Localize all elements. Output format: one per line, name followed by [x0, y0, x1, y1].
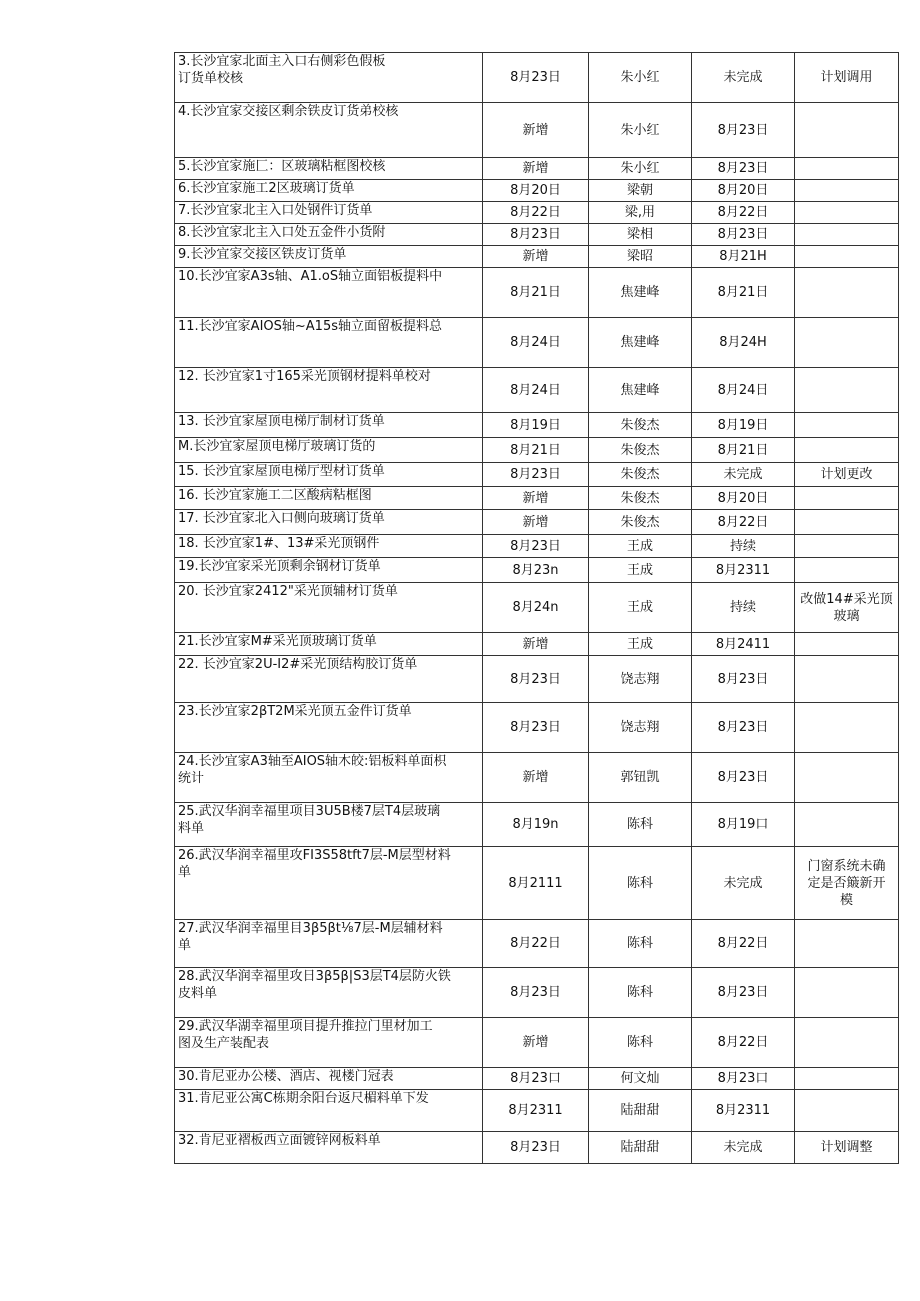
table-row — [175, 558, 899, 583]
completion-cell: 8月19口 — [692, 803, 795, 847]
completion-cell: 8月20日 — [692, 180, 795, 202]
plan-date-cell: 新增 — [483, 1018, 589, 1068]
task-cell: 19.长沙宜家采光顶剩余钢材订货单 — [175, 558, 483, 583]
person-cell: 王成 — [589, 558, 692, 583]
note-cell: 计划调用 — [795, 53, 899, 103]
table-row — [175, 202, 899, 224]
completion-cell: 8月23日 — [692, 103, 795, 158]
completion-cell: 8月22日 — [692, 202, 795, 224]
person-cell: 陆甜甜 — [589, 1132, 692, 1164]
task-cell: 29.武汉华湖幸福里项目提升推拉门里材加工 图及生产装配表 — [175, 1018, 483, 1068]
table-row — [175, 268, 899, 318]
table-row — [175, 1018, 899, 1068]
task-cell: 10.长沙宜家A3s轴、A1.oS轴立面铝板提料中 — [175, 268, 483, 318]
note-cell — [795, 633, 899, 656]
plan-date-cell: 8月23日 — [483, 703, 589, 753]
task-cell: 28.武汉华润幸福里攻日3β5β|S3层T4层防火铁 皮料单 — [175, 968, 483, 1018]
note-cell — [795, 703, 899, 753]
note-cell — [795, 438, 899, 463]
plan-date-cell: 8月21日 — [483, 438, 589, 463]
table-row — [175, 633, 899, 656]
note-cell — [795, 413, 899, 438]
task-cell: 22. 长沙宜家2U-I2#采光顶结构胶订货单 — [175, 656, 483, 703]
task-schedule-table — [174, 52, 899, 1164]
plan-date-cell: 8月23日 — [483, 224, 589, 246]
person-cell: 陈科 — [589, 847, 692, 920]
table-row — [175, 847, 899, 920]
task-cell: 27.武汉华润幸福里目3β5βt⅛7层-M层辅材料 单 — [175, 920, 483, 968]
completion-cell: 8月23日 — [692, 968, 795, 1018]
task-cell: 12. 长沙宜家1寸165采光顶钢材提料单校对 — [175, 368, 483, 413]
table-row — [175, 158, 899, 180]
person-cell: 王成 — [589, 583, 692, 633]
task-cell: 20. 长沙宜家2412"采光顶辅材订货单 — [175, 583, 483, 633]
table-row — [175, 583, 899, 633]
table-row — [175, 656, 899, 703]
plan-date-cell: 8月19日 — [483, 413, 589, 438]
note-cell — [795, 202, 899, 224]
completion-cell: 8月22日 — [692, 920, 795, 968]
plan-date-cell: 新增 — [483, 158, 589, 180]
plan-date-cell: 新增 — [483, 103, 589, 158]
plan-date-cell: 8月23日 — [483, 535, 589, 558]
task-cell: 7.长沙宜家北主入口处钢件订货单 — [175, 202, 483, 224]
note-cell — [795, 180, 899, 202]
completion-cell: 8月23日 — [692, 753, 795, 803]
person-cell: 朱小红 — [589, 103, 692, 158]
completion-cell: 8月23日 — [692, 656, 795, 703]
task-cell: 15. 长沙宜家屋顶电梯厅型材订货单 — [175, 463, 483, 487]
note-cell: 计划调整 — [795, 1132, 899, 1164]
task-cell: 4.长沙宜家交接区剩余铁皮订货弟校核 — [175, 103, 483, 158]
plan-date-cell: 8月24n — [483, 583, 589, 633]
task-cell: 18. 长沙宜家1#、13#采光顶钢件 — [175, 535, 483, 558]
person-cell: 朱俊杰 — [589, 463, 692, 487]
table-row — [175, 968, 899, 1018]
person-cell: 王成 — [589, 535, 692, 558]
plan-date-cell: 8月2111 — [483, 847, 589, 920]
table-row — [175, 1090, 899, 1132]
table-row — [175, 318, 899, 368]
note-cell — [795, 920, 899, 968]
task-cell: 6.长沙宜家施工2区玻璃订货单 — [175, 180, 483, 202]
plan-date-cell: 8月23日 — [483, 656, 589, 703]
task-cell: 13. 长沙宜家屋顶电梯厅制材订货单 — [175, 413, 483, 438]
task-cell: 16. 长沙宜家施工二区酸病粘框图 — [175, 487, 483, 510]
completion-cell: 8月23口 — [692, 1068, 795, 1090]
table-row — [175, 413, 899, 438]
completion-cell: 8月21日 — [692, 438, 795, 463]
plan-date-cell: 8月24日 — [483, 318, 589, 368]
note-cell — [795, 535, 899, 558]
person-cell: 饶志翔 — [589, 656, 692, 703]
completion-cell: 8月22日 — [692, 1018, 795, 1068]
table-row — [175, 368, 899, 413]
table-row — [175, 703, 899, 753]
task-cell: 24.长沙宜家A3轴至AIOS轴木皎:铝板料单面枳 统计 — [175, 753, 483, 803]
completion-cell: 8月23日 — [692, 224, 795, 246]
table-row — [175, 246, 899, 268]
note-cell — [795, 1018, 899, 1068]
plan-date-cell: 8月21日 — [483, 268, 589, 318]
person-cell: 朱俊杰 — [589, 510, 692, 535]
table-row — [175, 224, 899, 246]
completion-cell: 8月24H — [692, 318, 795, 368]
task-cell: M.长沙宜家屋顶电梯厅玻璃订货的 — [175, 438, 483, 463]
table-row — [175, 803, 899, 847]
person-cell: 朱俊杰 — [589, 487, 692, 510]
completion-cell: 未完成 — [692, 463, 795, 487]
note-cell — [795, 510, 899, 535]
task-cell: 26.武汉华润幸福里攻FI3S58tft7层-M层型材料 单 — [175, 847, 483, 920]
person-cell: 饶志翔 — [589, 703, 692, 753]
person-cell: 朱小红 — [589, 158, 692, 180]
person-cell: 陈科 — [589, 968, 692, 1018]
task-cell: 11.长沙宜家AIOS轴~A15s轴立面留板提料总 — [175, 318, 483, 368]
completion-cell: 8月24日 — [692, 368, 795, 413]
plan-date-cell: 新增 — [483, 510, 589, 535]
person-cell: 焦建峰 — [589, 268, 692, 318]
person-cell: 朱小红 — [589, 53, 692, 103]
person-cell: 何文灿 — [589, 1068, 692, 1090]
note-cell — [795, 656, 899, 703]
plan-date-cell: 新增 — [483, 246, 589, 268]
table-body — [175, 53, 899, 1164]
note-cell — [795, 368, 899, 413]
plan-date-cell: 8月23口 — [483, 1068, 589, 1090]
completion-cell: 8月19日 — [692, 413, 795, 438]
plan-date-cell: 8月23日 — [483, 1132, 589, 1164]
completion-cell: 8月2311 — [692, 1090, 795, 1132]
task-cell: 32.肯尼亚褶板西立面镀锌网板料单 — [175, 1132, 483, 1164]
plan-date-cell: 8月23n — [483, 558, 589, 583]
plan-date-cell: 8月19n — [483, 803, 589, 847]
note-cell — [795, 753, 899, 803]
plan-date-cell: 8月23日 — [483, 968, 589, 1018]
note-cell — [795, 1068, 899, 1090]
note-cell — [795, 268, 899, 318]
plan-date-cell: 新增 — [483, 487, 589, 510]
plan-date-cell: 8月24日 — [483, 368, 589, 413]
person-cell: 陆甜甜 — [589, 1090, 692, 1132]
plan-date-cell: 8月2311 — [483, 1090, 589, 1132]
table-row — [175, 180, 899, 202]
table-row — [175, 1068, 899, 1090]
completion-cell: 8月21H — [692, 246, 795, 268]
completion-cell: 8月22日 — [692, 510, 795, 535]
person-cell: 朱俊杰 — [589, 413, 692, 438]
person-cell: 焦建峰 — [589, 318, 692, 368]
task-cell: 5.长沙宜家施匚：区玻璃粘框图校核 — [175, 158, 483, 180]
note-cell — [795, 224, 899, 246]
note-cell — [795, 318, 899, 368]
person-cell: 梁相 — [589, 224, 692, 246]
table-row — [175, 463, 899, 487]
completion-cell: 8月20日 — [692, 487, 795, 510]
note-cell — [795, 1090, 899, 1132]
completion-cell: 8月2311 — [692, 558, 795, 583]
task-cell: 30.肯尼亚办公楼、酒店、视楼门冠表 — [175, 1068, 483, 1090]
task-cell: 17. 长沙宜家北入口侧向玻璃订货单 — [175, 510, 483, 535]
table-row — [175, 920, 899, 968]
table-row — [175, 438, 899, 463]
person-cell: 陈科 — [589, 920, 692, 968]
completion-cell: 持续 — [692, 535, 795, 558]
completion-cell: 8月2411 — [692, 633, 795, 656]
plan-date-cell: 新增 — [483, 633, 589, 656]
task-cell: 8.长沙宜家北主入口处五金件小货附 — [175, 224, 483, 246]
completion-cell: 8月21日 — [692, 268, 795, 318]
task-cell: 23.长沙宜家2βT2M采光顶五金件订货单 — [175, 703, 483, 753]
note-cell — [795, 558, 899, 583]
completion-cell: 未完成 — [692, 847, 795, 920]
person-cell: 梁昭 — [589, 246, 692, 268]
table-row — [175, 103, 899, 158]
note-cell — [795, 103, 899, 158]
table-row — [175, 535, 899, 558]
task-cell: 21.长沙宜家M#采光顶玻璃订货单 — [175, 633, 483, 656]
note-cell — [795, 158, 899, 180]
note-cell: 计划更改 — [795, 463, 899, 487]
person-cell: 陈科 — [589, 1018, 692, 1068]
table-row — [175, 487, 899, 510]
completion-cell: 8月23日 — [692, 158, 795, 180]
person-cell: 郭钮凯 — [589, 753, 692, 803]
person-cell: 梁朝 — [589, 180, 692, 202]
plan-date-cell: 8月23日 — [483, 53, 589, 103]
plan-date-cell: 8月22日 — [483, 202, 589, 224]
task-cell: 31.肯尼亚公寓C栋期余阳台返尺楣料单下发 — [175, 1090, 483, 1132]
task-cell: 3.长沙宜家北面主入口右侧彩色假板 订货单校核 — [175, 53, 483, 103]
completion-cell: 未完成 — [692, 1132, 795, 1164]
table-row — [175, 753, 899, 803]
person-cell: 梁,用 — [589, 202, 692, 224]
note-cell — [795, 803, 899, 847]
person-cell: 陈科 — [589, 803, 692, 847]
task-cell: 25.武汉华润幸福里项目3U5B楼7层T4层玻璃 料单 — [175, 803, 483, 847]
person-cell: 朱俊杰 — [589, 438, 692, 463]
table-row — [175, 1132, 899, 1164]
task-cell: 9.长沙宜家交接区铁皮订货单 — [175, 246, 483, 268]
plan-date-cell: 8月23日 — [483, 463, 589, 487]
plan-date-cell: 新增 — [483, 753, 589, 803]
note-cell — [795, 968, 899, 1018]
note-cell — [795, 487, 899, 510]
person-cell: 焦建峰 — [589, 368, 692, 413]
table-row — [175, 510, 899, 535]
completion-cell: 未完成 — [692, 53, 795, 103]
note-cell: 门窗系统未确 定是否簸新开 模 — [795, 847, 899, 920]
note-cell — [795, 246, 899, 268]
note-cell: 改做14#采光顶 玻璃 — [795, 583, 899, 633]
plan-date-cell: 8月20日 — [483, 180, 589, 202]
plan-date-cell: 8月22日 — [483, 920, 589, 968]
completion-cell: 8月23日 — [692, 703, 795, 753]
table-row — [175, 53, 899, 103]
person-cell: 王成 — [589, 633, 692, 656]
completion-cell: 持续 — [692, 583, 795, 633]
